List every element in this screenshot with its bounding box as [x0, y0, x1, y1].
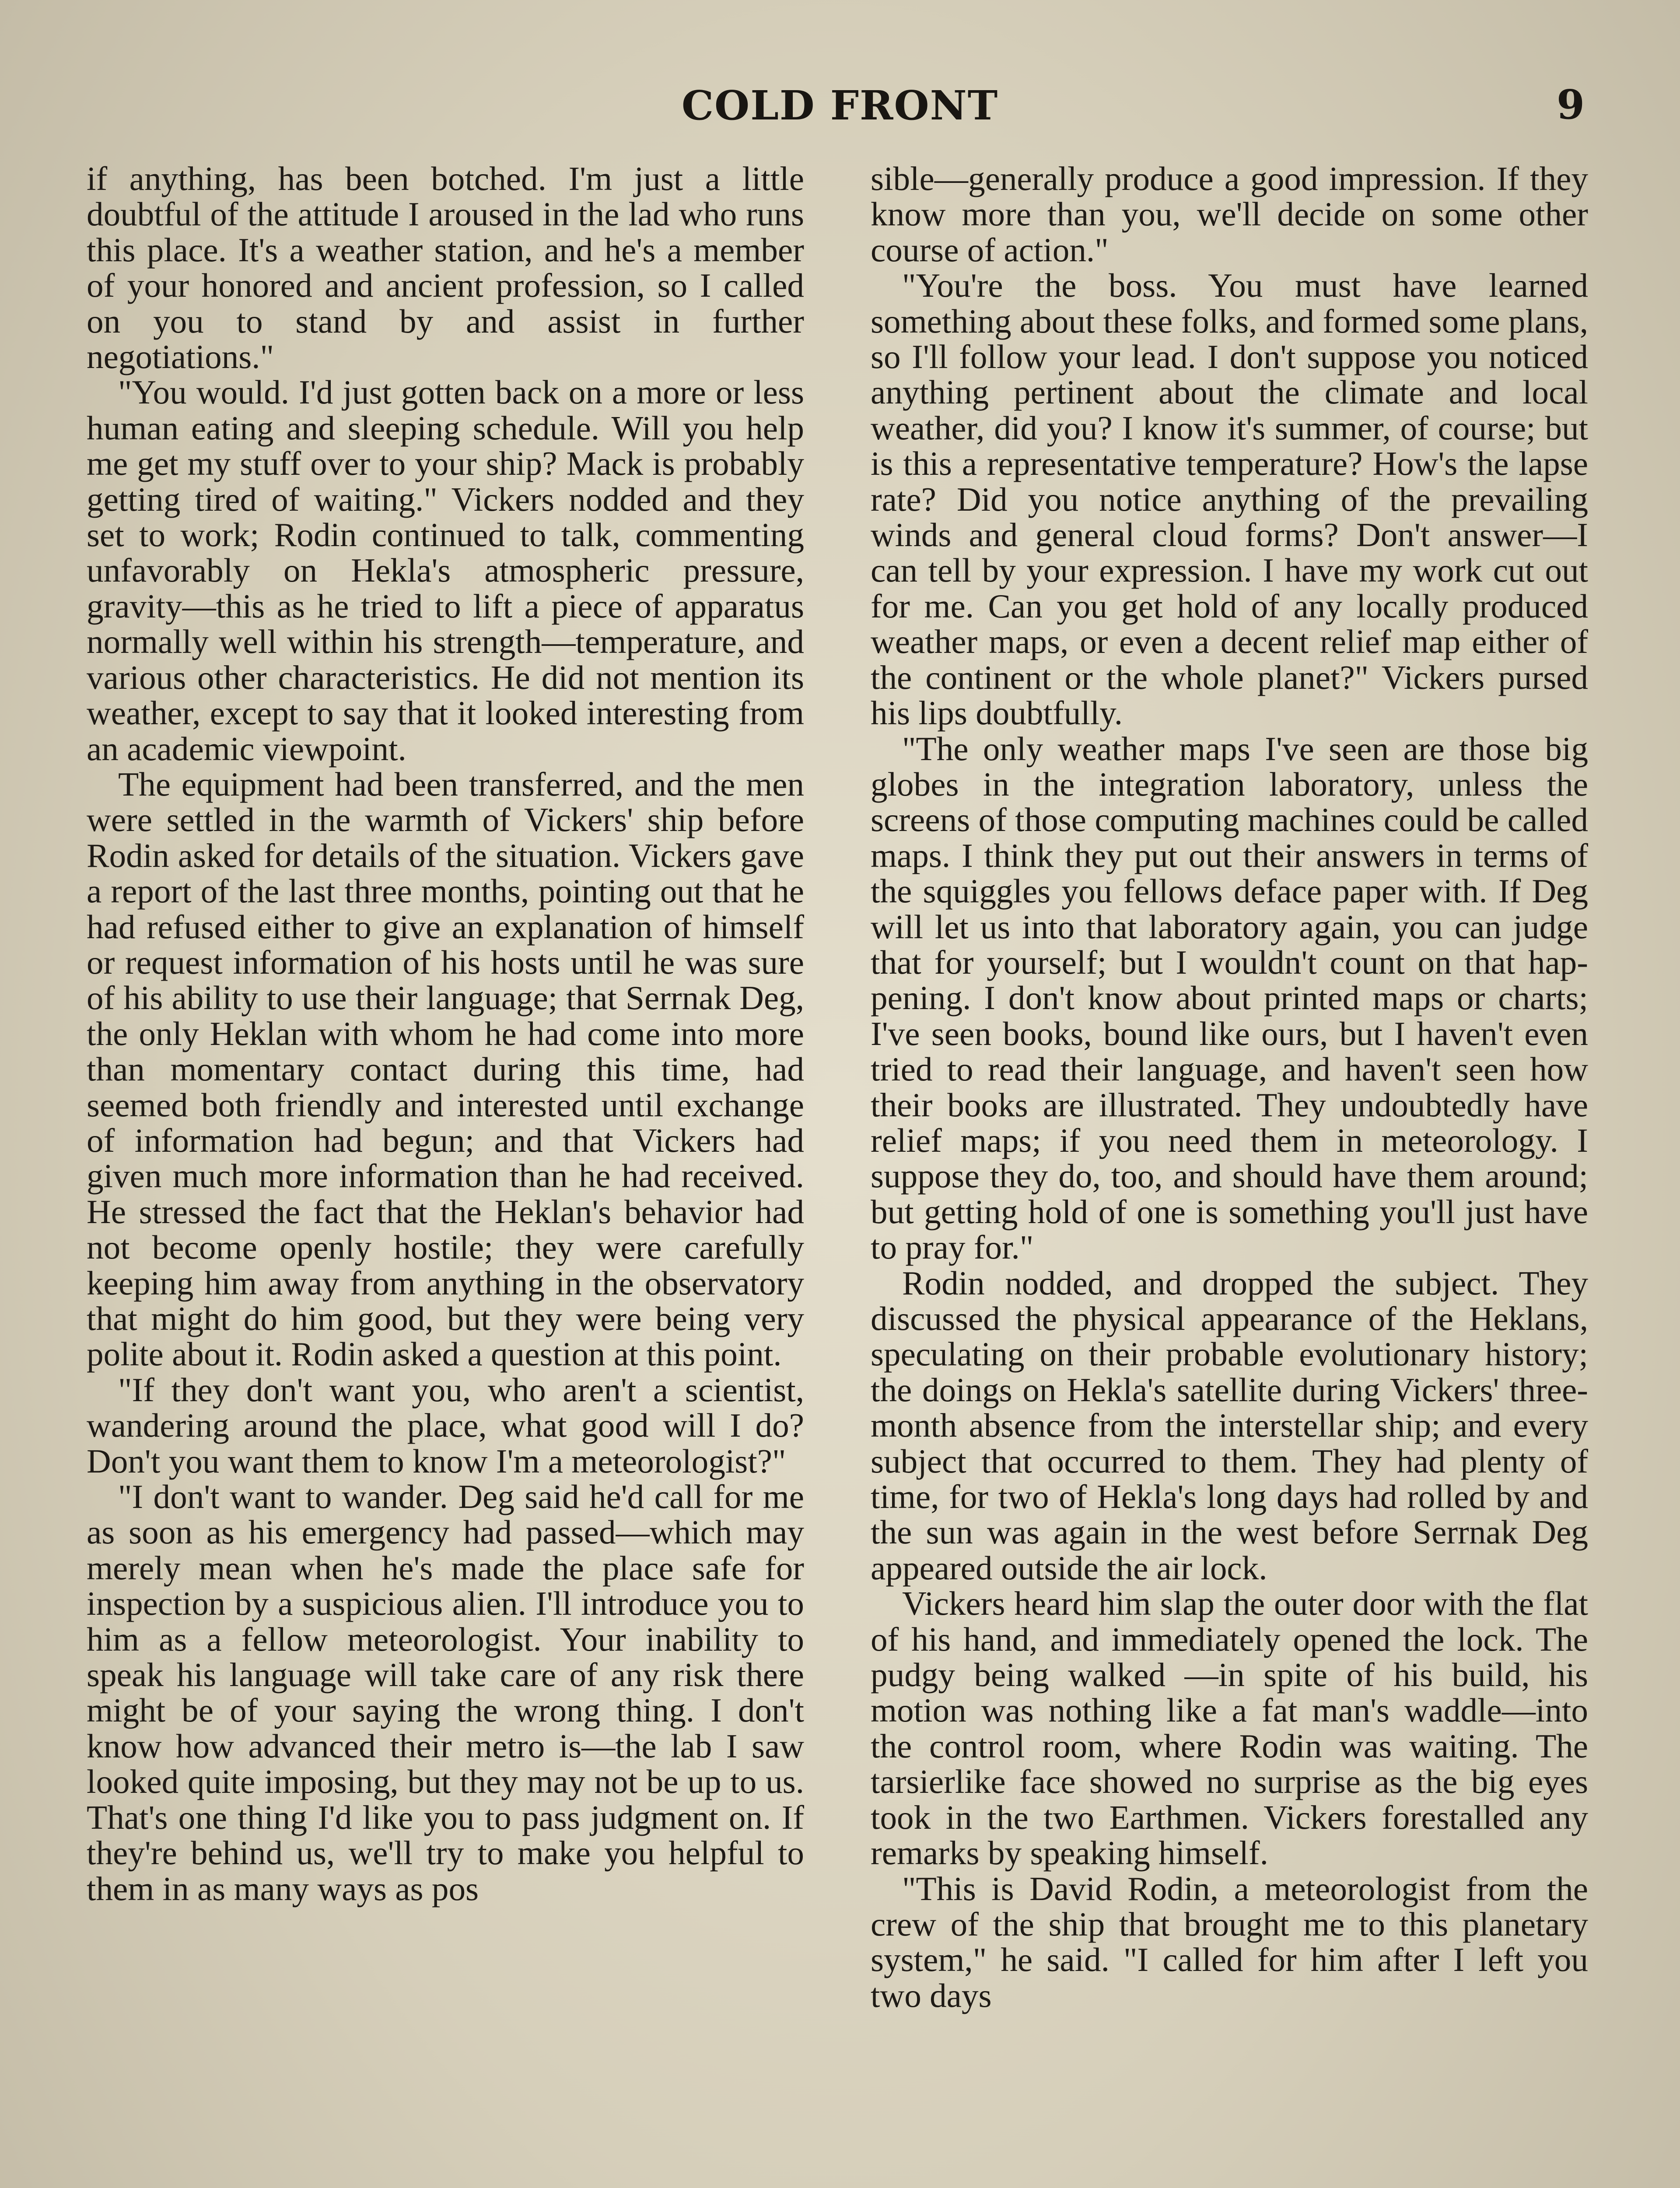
- paragraph: Vickers heard him slap the outer door with the flat of his hand, and immediately opened the lock. The pudgy being walked —in spite of his build, his motion was nothing like a fat man's waddle—into the control room, where Rodin was waiting. The tarsierlike face showed no surprise as the big eyes took in the two Earthmen. Vickers forestalled any remarks by speaking himself.: [871, 1585, 1588, 1872]
- paragraph: "The only weather maps I've seen are those big globes in the integration laboratory, unless the screens of those computing machines could be called maps. I think they put out their answers in terms of the squiggles you fellows deface paper with. If Deg will let us into that laboratory again, you can judge that for yourself; but I wouldn't count on that happening. I don't know about printed maps or charts; I've seen books, bound like ours, but I haven't even tried to read their language, and haven't seen how their books are illustrated. They undoubtedly have relief maps; if you need them in meteorology. I suppose they do, too, and should have them around; but getting hold of one is something you'll just have to pray for.": [871, 729, 1588, 1266]
- page-number: 9: [1556, 81, 1585, 128]
- running-title: COLD FRONT: [681, 82, 999, 129]
- right-column: [871, 161, 1588, 2013]
- paragraph: Rodin nodded, and dropped the subject. They discussed the physical appearance of the Heklans, speculating on their probable evolutionary history; the doings on Hekla's satellite during Vickers' three-month absence from the interstellar ship; and every subject that occurred to them. They had plenty of time, for two of Hekla's long days had rolled by and the sun was again in the west before Serrnak Deg appeared outside the air lock.: [871, 1264, 1588, 1587]
- paragraph: "You're the boss. You must have learned something about these folks, and formed some plans, so I'll follow your lead. I don't suppose you noticed anything pertinent about the climate and local weather, did you? I know it's summer, of course; but is this a representative temperature? How's the lapse rate? Did you notice anything of the prevailing winds and general cloud forms? Don't answer—I can tell by your expression. I have my work cut out for me. Can you get hold of any locally produced weather maps, or even a decent relief map either of the continent or the whole planet?" Vickers pursed his lips doubtfully.: [871, 266, 1588, 732]
- paragraph: The equipment had been transferred, and the men were settled in the warmth of Vickers' ship before Rodin asked for details of the situation. Vickers gave a report of the last three months, pointing out that he had refused either to give an explanation of himself or request information of his hosts until he was sure of his ability to use their language; that Serrnak Deg, the only Heklan with whom he had come into more than momentary contact during this time, had seemed both friendly and interested until exchange of information had begun; and that Vickers had given much more information than he had received. He stressed the fact that the Heklan's behavior had not become openly hostile; they were carefully keeping him away from anything in the observatory that might do him good, but they were being very polite about it. Rodin asked a question at this point.: [87, 765, 804, 1373]
- paragraph: "This is David Rodin, a meteorologist from the crew of the ship that brought me to this planetary system," he said. "I called for him after I left you two days: [871, 1869, 1588, 2014]
- paragraph: "You would. I'd just gotten back on a more or less human eating and sleeping schedule. Will you help me get my stuff over to your ship? Mack is probably getting tired of waiting." Vickers nodded and they set to work; Rodin continued to talk, commenting unfavorably on Hekla's atmospheric pressure, gravity—this as he tried to lift a piece of apparatus normally well within his strength—temperature, and various other characteristics. He did not mention its weather, except to say that it looked interesting from an academic viewpoint.: [87, 373, 804, 768]
- paragraph: if anything, has been botched. I'm just a little doubtful of the attitude I aroused in the lad who runs this place. It's a weather station, and he's a member of your honored and ancient profession, so I called on you to stand by and assist in further negotiations.": [87, 160, 804, 376]
- left-column: [87, 161, 804, 1907]
- paragraph: "If they don't want you, who aren't a scientist, wandering around the place, what good will I do? Don't you want them to know I'm a meteorologist?": [87, 1371, 804, 1480]
- paragraph: sible—generally produce a good impression. If they know more than you, we'll decide on some other course of action.": [871, 160, 1588, 269]
- paragraph: "I don't want to wander. Deg said he'd call for me as soon as his emergency had passed—which may merely mean when he's made the place safe for inspection by a suspicious alien. I'll introduce you to him as a fellow meteorologist. Your inability to speak his language will take care of any risk there might be of your saying the wrong thing. I don't know how advanced their metro is—the lab I saw looked quite imposing, but they may not be up to us. That's one thing I'd like you to pass judgment on. If they're behind us, we'll try to make you helpful to them in as many ways as pos: [87, 1478, 804, 1907]
